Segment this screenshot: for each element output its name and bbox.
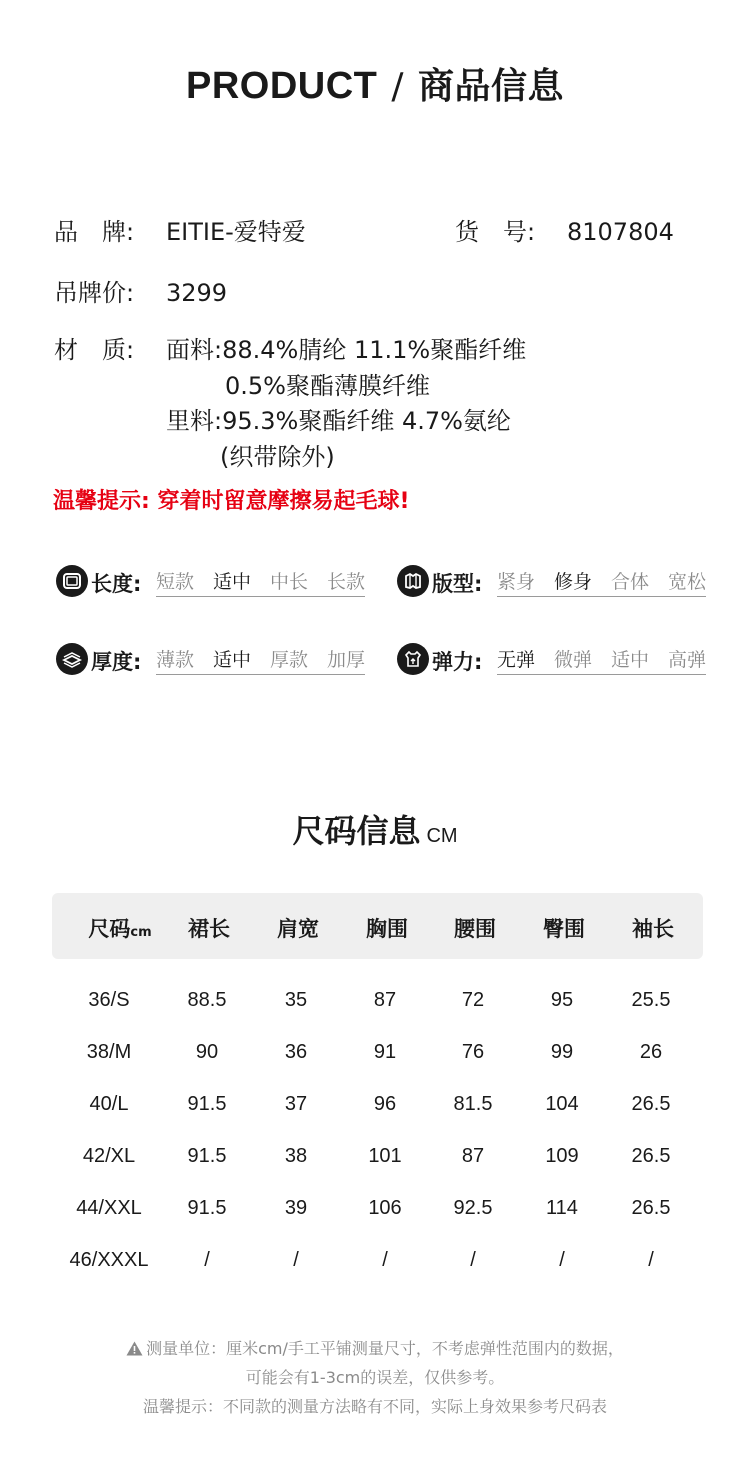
length-icon xyxy=(56,565,88,597)
length-label: 长度: xyxy=(91,572,142,596)
title-cn: 商品信息 xyxy=(418,66,565,107)
table-cell-size: 40/L xyxy=(89,1093,129,1115)
sku-value: 8107804 xyxy=(567,218,674,246)
table-cell: 37 xyxy=(284,1093,308,1115)
table-row xyxy=(52,983,703,1023)
table-cell: / xyxy=(648,1249,654,1271)
header-col: 肩宽 xyxy=(277,917,319,941)
table-cell: 99 xyxy=(550,1041,574,1063)
header-size-label: 尺码 xyxy=(88,917,131,941)
attr-fit xyxy=(397,565,717,599)
table-cell: 114 xyxy=(546,1197,578,1219)
thickness-label: 厚度: xyxy=(91,650,142,674)
table-cell-size: 42/XL xyxy=(82,1145,136,1167)
table-cell: 109 xyxy=(545,1145,579,1167)
size-title-unit: CM xyxy=(426,825,458,847)
elasticity-options xyxy=(497,645,706,675)
header-col: 腰围 xyxy=(454,917,496,941)
fit-label: 版型: xyxy=(432,572,483,596)
table-cell: 91.5 xyxy=(187,1145,227,1167)
table-cell-size: 38/M xyxy=(86,1041,132,1063)
length-option-selected: 适中 xyxy=(213,571,252,593)
table-cell: 92.5 xyxy=(453,1197,493,1219)
table-cell-size: 46/XXXL xyxy=(69,1249,149,1271)
table-cell: / xyxy=(559,1249,565,1271)
material-line-3: 里料:95.3%聚酯纤维 4.7%氨纶 xyxy=(166,407,511,435)
table-cell: 26 xyxy=(639,1041,663,1063)
header-col: 臀围 xyxy=(543,917,585,941)
elasticity-option-selected: 无弹 xyxy=(497,649,536,671)
attr-elasticity xyxy=(397,643,717,677)
table-cell: 38 xyxy=(284,1145,308,1167)
fit-option-selected: 修身 xyxy=(554,571,593,593)
thickness-options xyxy=(156,645,365,675)
brand-value: EITIE-爱特爱 xyxy=(166,218,306,246)
measure-note xyxy=(0,1334,750,1365)
table-cell: 101 xyxy=(368,1145,402,1167)
table-cell: 26.5 xyxy=(631,1197,671,1219)
elasticity-label: 弹力: xyxy=(432,650,483,674)
sku-label: 货 号: xyxy=(455,218,536,246)
table-cell: 96 xyxy=(373,1093,397,1115)
table-row xyxy=(52,1087,703,1127)
table-cell: 87 xyxy=(461,1145,485,1167)
length-option: 短款 xyxy=(156,571,195,593)
price-value: 3299 xyxy=(166,279,228,307)
table-cell: 26.5 xyxy=(631,1093,671,1115)
header-col: 胸围 xyxy=(366,917,408,941)
fit-option: 紧身 xyxy=(497,571,536,593)
header-size xyxy=(70,913,170,943)
table-cell: / xyxy=(382,1249,388,1271)
measure-note-line-1: 测量单位：厘米cm/手工平铺测量尺寸，不考虑弹性范围内的数据， xyxy=(146,1339,624,1358)
table-cell: 81.5 xyxy=(453,1093,493,1115)
table-cell: / xyxy=(470,1249,476,1271)
fit-icon xyxy=(397,565,429,597)
table-row xyxy=(52,1243,703,1283)
brand-label: 品 牌: xyxy=(54,218,135,246)
thickness-option: 厚款 xyxy=(270,649,309,671)
header-col: 袖长 xyxy=(632,917,674,941)
elasticity-option: 微弹 xyxy=(554,649,593,671)
attr-length xyxy=(56,565,376,599)
table-cell: / xyxy=(204,1249,210,1271)
table-row xyxy=(52,1191,703,1231)
table-cell: / xyxy=(293,1249,299,1271)
table-cell: 76 xyxy=(461,1041,485,1063)
table-cell-size: 44/XXL xyxy=(76,1197,142,1219)
table-cell: 91.5 xyxy=(187,1093,227,1115)
table-cell: 106 xyxy=(368,1197,402,1219)
elasticity-icon xyxy=(397,643,429,675)
product-info xyxy=(0,0,750,480)
fit-options xyxy=(497,567,706,597)
material-line-1: 面料:88.4%腈纶 11.1%聚酯纤维 xyxy=(166,336,527,364)
table-cell: 87 xyxy=(373,989,397,1011)
table-cell: 72 xyxy=(461,989,485,1011)
size-table-header xyxy=(52,893,703,959)
table-cell: 88.5 xyxy=(187,989,227,1011)
table-cell: 104 xyxy=(545,1093,579,1115)
care-warning: 温馨提示: 穿着时留意摩擦易起毛球! xyxy=(53,489,410,514)
fit-option: 宽松 xyxy=(668,571,707,593)
table-cell: 25.5 xyxy=(631,989,671,1011)
fit-option: 合体 xyxy=(611,571,650,593)
table-cell: 35 xyxy=(284,989,308,1011)
title-slash: / xyxy=(391,66,404,107)
warning-icon xyxy=(126,1336,143,1365)
title-en: PRODUCT xyxy=(185,65,378,107)
table-row xyxy=(52,1139,703,1179)
material-line-4: (织带除外) xyxy=(220,443,335,471)
price-label: 吊牌价: xyxy=(54,279,135,307)
thickness-option-selected: 适中 xyxy=(213,649,252,671)
table-cell: 95 xyxy=(550,989,574,1011)
table-cell: 91.5 xyxy=(187,1197,227,1219)
thickness-option: 加厚 xyxy=(327,649,366,671)
size-tip-note: 温馨提示：不同款的测量方法略有不同，实际上身效果参考尺码表 xyxy=(142,1397,607,1416)
elasticity-option: 高弹 xyxy=(668,649,707,671)
elasticity-option: 适中 xyxy=(611,649,650,671)
length-options xyxy=(156,567,365,597)
table-row xyxy=(52,1035,703,1075)
table-cell: 36 xyxy=(284,1041,308,1063)
table-cell: 39 xyxy=(284,1197,308,1219)
attr-thickness xyxy=(56,643,376,677)
header-size-unit: cm xyxy=(130,925,152,940)
material-label: 材 质: xyxy=(54,336,135,364)
header-col: 裙长 xyxy=(188,917,230,941)
size-section-title xyxy=(0,806,750,852)
thickness-option: 薄款 xyxy=(156,649,195,671)
thickness-icon xyxy=(56,643,88,675)
table-cell: 91 xyxy=(373,1041,397,1063)
length-option: 长款 xyxy=(327,571,366,593)
measure-note-line-2: 可能会有1-3cm的误差，仅供参考。 xyxy=(245,1368,505,1387)
table-cell: 26.5 xyxy=(631,1145,671,1167)
table-cell: 90 xyxy=(195,1041,219,1063)
material-line-2: 0.5%聚酯薄膜纤维 xyxy=(225,372,430,400)
length-option: 中长 xyxy=(270,571,309,593)
size-title-text: 尺码信息 xyxy=(292,812,421,850)
table-cell-size: 36/S xyxy=(88,989,130,1011)
